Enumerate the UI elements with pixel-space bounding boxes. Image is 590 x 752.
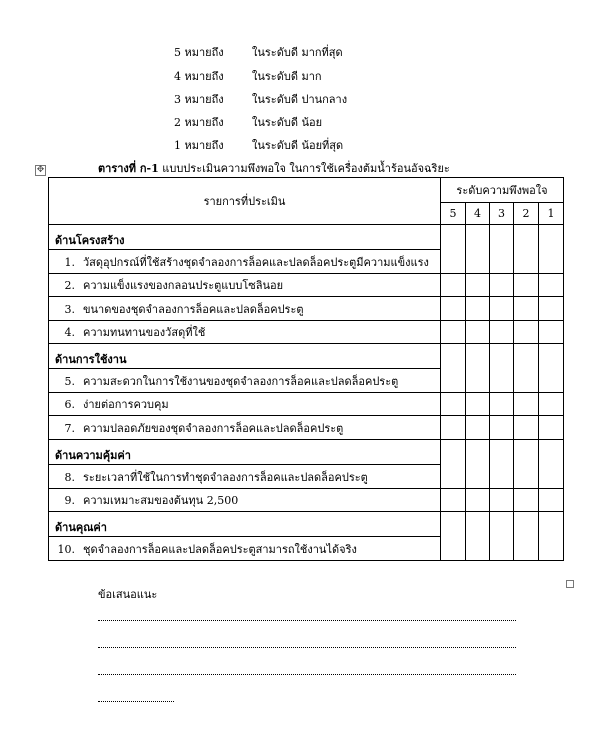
score-cell[interactable] [466,393,490,416]
score-cell[interactable] [539,489,564,512]
table-resize-handle-icon[interactable] [566,580,574,588]
item-cell [49,274,441,297]
scale-row-2 [174,113,322,131]
table-row [49,489,564,512]
score-cell[interactable] [466,440,490,489]
suggestion-line-1[interactable] [98,620,516,621]
scale-description: ในระดับดี ปานกลาง [252,93,348,106]
score-cell[interactable] [441,393,466,416]
item-text: ระยะเวลาที่ใช้ในการทำชุดจำลองการล็อคและปลดล็อคประตู [83,470,368,484]
item-text: ชุดจำลองการล็อคและปลดล็อคประตูสามารถใช้งานได้จริง [83,542,357,556]
level-header-5: 5 [441,202,466,224]
score-cell[interactable] [514,393,539,416]
item-index: 1. [64,255,75,269]
table-row [49,297,564,321]
item-index: 9. [64,494,75,507]
scale-row-3 [174,90,347,108]
item-cell [49,369,441,393]
score-cell[interactable] [466,416,490,440]
suggestion-line-2[interactable] [98,647,516,648]
suggestion-line-4[interactable] [98,701,174,702]
category-label: ด้านความคุ้มค่า [49,440,441,465]
item-text: ขนาดของชุดจำลองการล็อคและปลดล็อคประตู [83,302,304,316]
scale-number: 3 หมายถึง [174,93,224,106]
score-cell[interactable] [441,440,466,489]
item-index: 8. [64,470,75,484]
scale-row-1 [174,136,343,154]
scale-number: 2 หมายถึง [174,116,224,129]
score-cell[interactable] [490,416,514,440]
score-cell[interactable] [490,297,514,321]
item-text: ความสะดวกในการใช้งานของชุดจำลองการล็อคและปลดล็อคประตู [83,374,399,388]
item-text: ความแข็งแรงของกลอนประตูแบบโซลินอย [83,279,284,292]
score-cell[interactable] [514,489,539,512]
score-cell[interactable] [514,321,539,344]
category-label: ด้านการใช้งาน [49,344,441,369]
item-cell [49,465,441,489]
item-index: 5. [64,374,75,388]
category-row-usage [49,344,564,369]
category-label: ด้านคุณค่า [49,512,441,537]
scale-row-5 [174,43,343,61]
table-move-handle-icon[interactable]: ✥ [36,165,45,175]
category-row-structure [49,225,564,250]
score-cell[interactable] [441,297,466,321]
item-cell [49,416,441,440]
level-header-1: 1 [539,202,564,224]
item-cell [49,489,441,512]
score-cell[interactable] [466,344,490,393]
item-index: 2. [64,279,75,292]
item-index: 7. [64,421,75,435]
scale-number: 1 หมายถึง [174,139,224,152]
score-cell[interactable] [539,440,564,489]
score-cell[interactable] [490,393,514,416]
scale-description: ในระดับดี น้อยที่สุด [252,139,344,152]
score-cell[interactable] [514,440,539,489]
level-header-2: 2 [514,202,539,224]
score-cell[interactable] [514,274,539,297]
item-text: ความเหมาะสมของต้นทุน 2,500 [83,494,239,507]
scale-number: 4 หมายถึง [174,70,224,83]
category-label: ด้านโครงสร้าง [49,225,441,250]
item-cell [49,250,441,274]
scale-row-4 [174,67,322,85]
item-text: วัสดุอุปกรณ์ที่ใช้สร้างชุดจำลองการล็อคและปลดล็อคประตูมีความแข็งแรง [83,255,429,269]
item-column-header: รายการที่ประเมิน [49,178,441,225]
item-text: ความปลอดภัยของชุดจำลองการล็อคและปลดล็อคประตู [83,421,344,435]
score-cell[interactable] [490,440,514,489]
caption-text: แบบประเมินความพึงพอใจ ในการใช้เครื่องต้มน้ำร้อนอัจฉริยะ [162,162,450,175]
score-cell[interactable] [490,225,514,274]
score-cell[interactable] [539,512,564,561]
score-cell[interactable] [441,321,466,344]
score-cell[interactable] [514,416,539,440]
item-cell [49,537,441,561]
score-cell[interactable] [539,321,564,344]
score-cell[interactable] [490,489,514,512]
score-cell[interactable] [466,512,490,561]
score-cell[interactable] [539,297,564,321]
category-row-worth [49,512,564,537]
score-cell[interactable] [539,274,564,297]
item-index: 4. [64,326,75,339]
evaluation-table [48,177,564,561]
score-cell[interactable] [514,225,539,274]
score-cell[interactable] [441,512,466,561]
item-cell [49,321,441,344]
score-cell[interactable] [514,344,539,393]
score-cell[interactable] [539,416,564,440]
level-header-4: 4 [466,202,490,224]
scale-number: 5 หมายถึง [174,46,224,59]
score-cell[interactable] [466,321,490,344]
item-index: 6. [64,398,75,411]
score-cell[interactable] [490,321,514,344]
score-cell[interactable] [441,274,466,297]
score-cell[interactable] [539,344,564,393]
score-cell[interactable] [514,512,539,561]
score-cell[interactable] [490,344,514,393]
score-cell[interactable] [441,225,466,274]
table-row [49,416,564,440]
item-index: 10. [57,542,75,556]
score-cell[interactable] [466,297,490,321]
table-row [49,393,564,416]
suggestion-line-3[interactable] [98,674,516,675]
table-caption [98,159,450,177]
scale-description: ในระดับดี น้อย [252,116,323,129]
satisfaction-level-header: ระดับความพึงพอใจ [441,178,564,203]
item-cell [49,297,441,321]
suggestion-title: ข้อเสนอแนะ [98,588,158,601]
score-cell[interactable] [490,274,514,297]
score-cell[interactable] [466,225,490,274]
score-cell[interactable] [441,344,466,393]
score-cell[interactable] [441,416,466,440]
item-text: ง่ายต่อการควบคุม [83,398,169,411]
score-cell[interactable] [466,274,490,297]
score-cell[interactable] [539,393,564,416]
caption-label: ตารางที่ ก-1 [98,162,159,175]
score-cell[interactable] [514,297,539,321]
score-cell[interactable] [490,512,514,561]
table-row [49,321,564,344]
scale-description: ในระดับดี มาก [252,70,322,83]
category-row-value [49,440,564,465]
item-index: 3. [64,302,75,316]
scale-description: ในระดับดี มากที่สุด [252,46,343,59]
score-cell[interactable] [441,489,466,512]
score-cell[interactable] [539,225,564,274]
score-cell[interactable] [466,489,490,512]
level-header-3: 3 [490,202,514,224]
item-cell [49,393,441,416]
item-text: ความทนทานของวัสดุที่ใช้ [83,326,206,339]
table-row [49,274,564,297]
